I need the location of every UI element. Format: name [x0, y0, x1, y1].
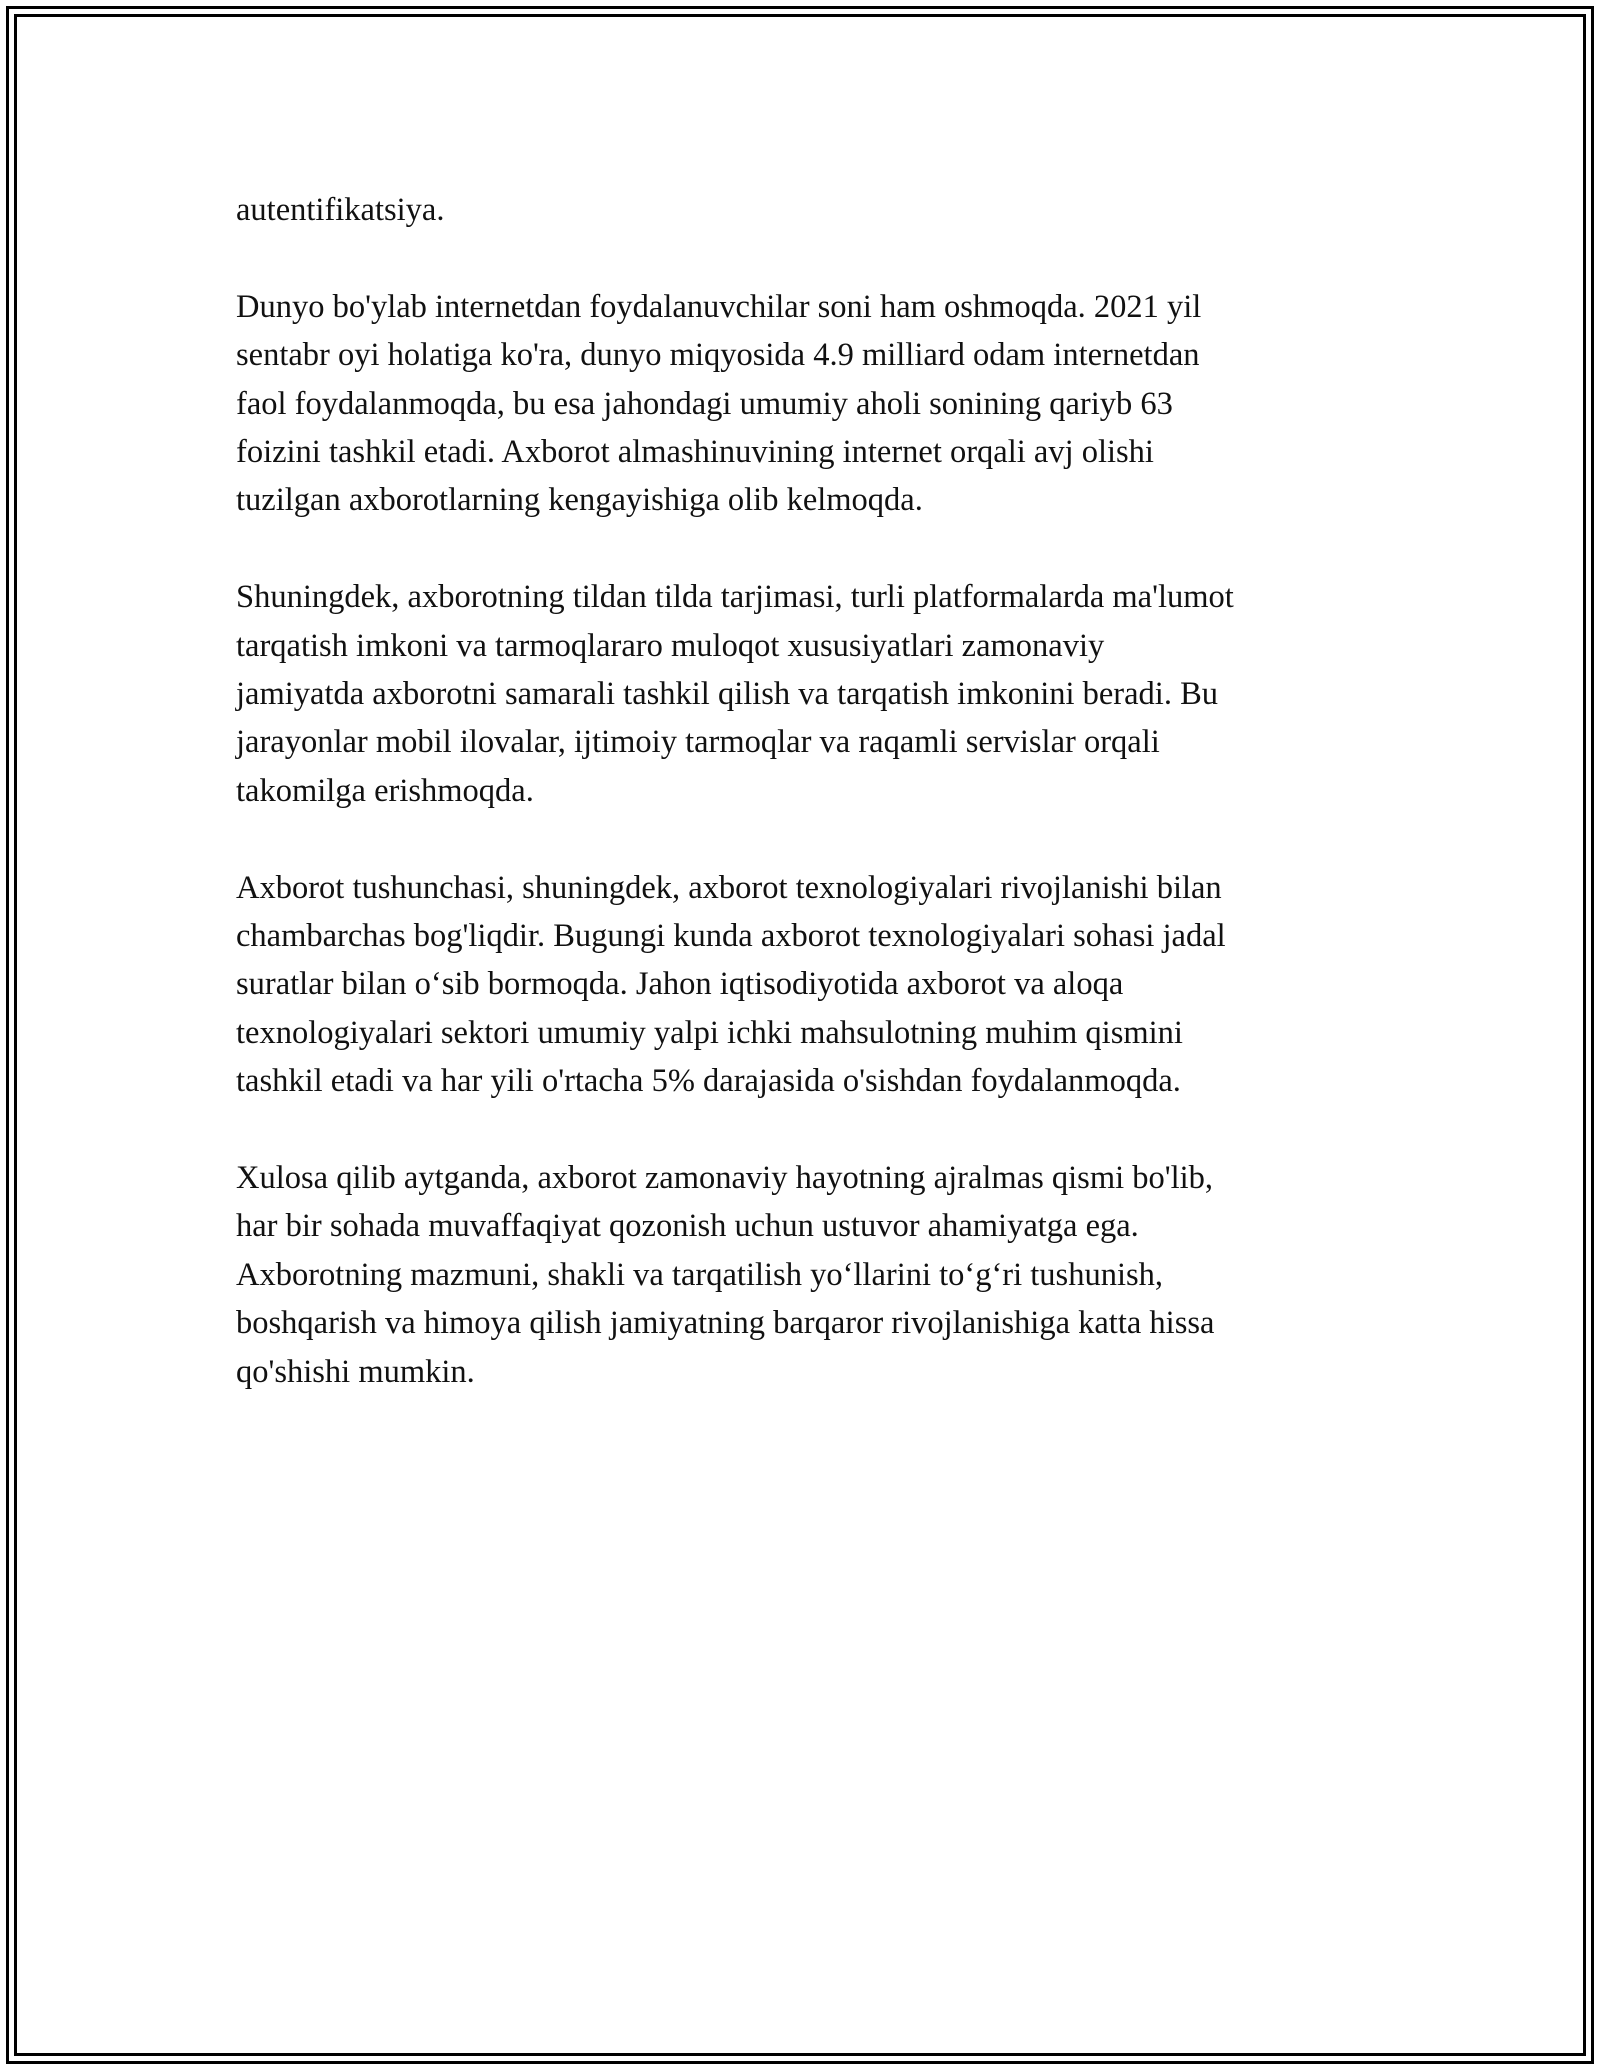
paragraph-3: Shuningdek, axborotning tildan tilda tarjimasi, turli platformalarda ma'lumot tarqatish imkoni va tarmoqlararo muloqot xususiyatlari zamonaviy jamiyatda axborotni samarali tashkil qilish va tarqatish imkonini beradi. Bu jarayonlar mobil ilovalar, ijtimoiy tarmoqlar va raqamli servislar orqali takomilga erishmoqda.: [236, 579, 1234, 809]
paragraph-5: Xulosa qilib aytganda, axborot zamonaviy hayotning ajralmas qismi bo'lib, har bir sohada muvaffaqiyat qozonish uchun ustuvor ahamiyatga ega. Axborotning mazmuni, shakli va tarqatilish yo‘llarini to‘g‘ri tushunish, boshqarish va himoya qilish jamiyatning barqaror rivojlanishiga katta hissa qo'shishi mumkin.: [236, 1160, 1215, 1390]
document-body: [236, 186, 1386, 1444]
paragraph-4: Axborot tushunchasi, shuningdek, axborot texnologiyalari rivojlanishi bilan chambarchas bog'liqdir. Bugungi kunda axborot texnologiyalari sohasi jadal suratlar bilan o‘sib bormoqda. Jahon iqtisodiyotida axborot va aloqa texnologiyalari sektori umumiy yalpi ichki mahsulotning muhim qismini tashkil etadi va har yili o'rtacha 5% darajasida o'sishdan foydalanmoqda.: [236, 869, 1226, 1100]
paragraph-2: Dunyo bo'ylab internetdan foydalanuvchilar soni ham oshmoqda. 2021 yil sentabr oyi holatiga ko'ra, dunyo miqyosida 4.9 milliard odam internetdan faol foydalanmoqda, bu esa jahondagi umumiy aholi sonining qariyb 63 foizini tashkil etadi. Axborot almashinuvining internet orqali avj olishi tuzilgan axborotlarning kengayishiga olib kelmoqda.: [236, 288, 1202, 519]
paragraph-1: autentifikatsiya.: [236, 192, 445, 228]
